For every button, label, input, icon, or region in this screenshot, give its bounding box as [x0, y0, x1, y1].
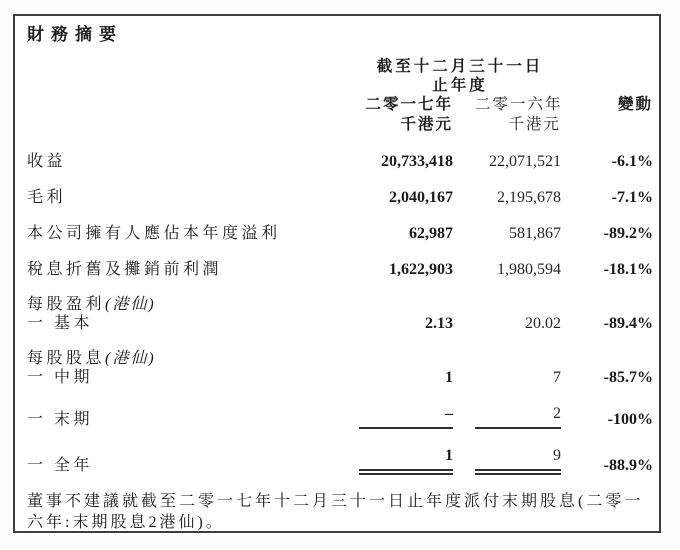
value-change: -89.2% — [603, 225, 653, 242]
value-change: -7.1% — [611, 189, 653, 206]
value-change: -89.4% — [603, 315, 653, 332]
value-2016: 2,195,678 — [497, 189, 561, 206]
value-2017: 1 — [359, 446, 453, 475]
value-change: -18.1% — [603, 261, 653, 278]
value-2016: 7 — [553, 369, 561, 386]
value-change: -88.9% — [603, 457, 653, 474]
value-change: -85.7% — [603, 369, 653, 386]
value-change: -6.1% — [611, 153, 653, 170]
header-period-row-1 — [27, 57, 653, 76]
value-2017: 2.13 — [425, 315, 453, 332]
period-heading-line1: 截至十二月三十一日 — [376, 58, 544, 75]
eps-heading-unit: (港仙) — [105, 296, 156, 313]
table-row-dividend-final — [27, 404, 653, 429]
table-header — [27, 57, 653, 135]
header-unit-row — [27, 115, 653, 135]
eps-heading-text: 每股盈利 — [27, 296, 106, 313]
value-2017: – — [359, 404, 453, 429]
value-2016: 20.02 — [525, 315, 561, 332]
row-label: 毛利 — [27, 189, 67, 206]
row-label: 一 末期 — [27, 411, 94, 428]
page-title: 財務摘要 — [27, 25, 123, 44]
column-header-2016: 二零一六年 — [475, 96, 563, 113]
row-label: 收益 — [27, 153, 67, 170]
row-label: 一 全年 — [27, 457, 94, 474]
column-header-2017: 二零一七年 — [365, 96, 453, 113]
row-label: 稅息折舊及攤銷前利潤 — [27, 261, 223, 278]
value-2016: 9 — [475, 446, 561, 475]
dividend-footnote: 董事不建議就截至二零一七年十二月三十一日止年度派付末期股息(二零一六年:末期股息2港仙)。 — [27, 493, 644, 531]
dividend-heading-text: 每股股息 — [27, 350, 106, 367]
column-header-change: 變動 — [617, 96, 653, 113]
table-row-ebitda — [27, 260, 653, 279]
value-2017: 1,622,903 — [389, 261, 453, 278]
table-row-dividend-interim — [27, 368, 653, 387]
value-2016: 1,980,594 — [497, 261, 561, 278]
header-year-row — [27, 95, 653, 115]
value-2016: 22,071,521 — [489, 153, 561, 170]
row-label: 一 基本 — [27, 315, 94, 332]
value-2016: 2 — [475, 404, 561, 429]
dividend-heading-unit: (港仙) — [105, 350, 156, 367]
table-row-dividend-full-year — [27, 446, 653, 475]
value-2017: 2,040,167 — [389, 189, 453, 206]
value-2016: 581,867 — [509, 225, 561, 242]
table-row-eps-basic — [27, 314, 653, 333]
value-2017: 1 — [445, 369, 453, 386]
value-2017: 20,733,418 — [381, 153, 453, 170]
period-heading-line2: 止年度 — [432, 77, 488, 94]
eps-section-heading — [27, 295, 653, 314]
table-row-profit-attributable — [27, 224, 653, 243]
value-change: -100% — [607, 411, 653, 428]
row-label: 一 中期 — [27, 369, 94, 386]
row-label: 本公司擁有人應佔本年度溢利 — [27, 225, 281, 242]
header-period-row-2 — [27, 76, 653, 95]
table-row-revenue — [27, 152, 653, 171]
table-row-gross-profit — [27, 188, 653, 207]
value-2017: 62,987 — [409, 225, 453, 242]
dividend-section-heading — [27, 349, 653, 368]
unit-label-2016: 千港元 — [508, 116, 561, 133]
summary-box — [13, 14, 661, 533]
unit-label-2017: 千港元 — [400, 116, 453, 133]
